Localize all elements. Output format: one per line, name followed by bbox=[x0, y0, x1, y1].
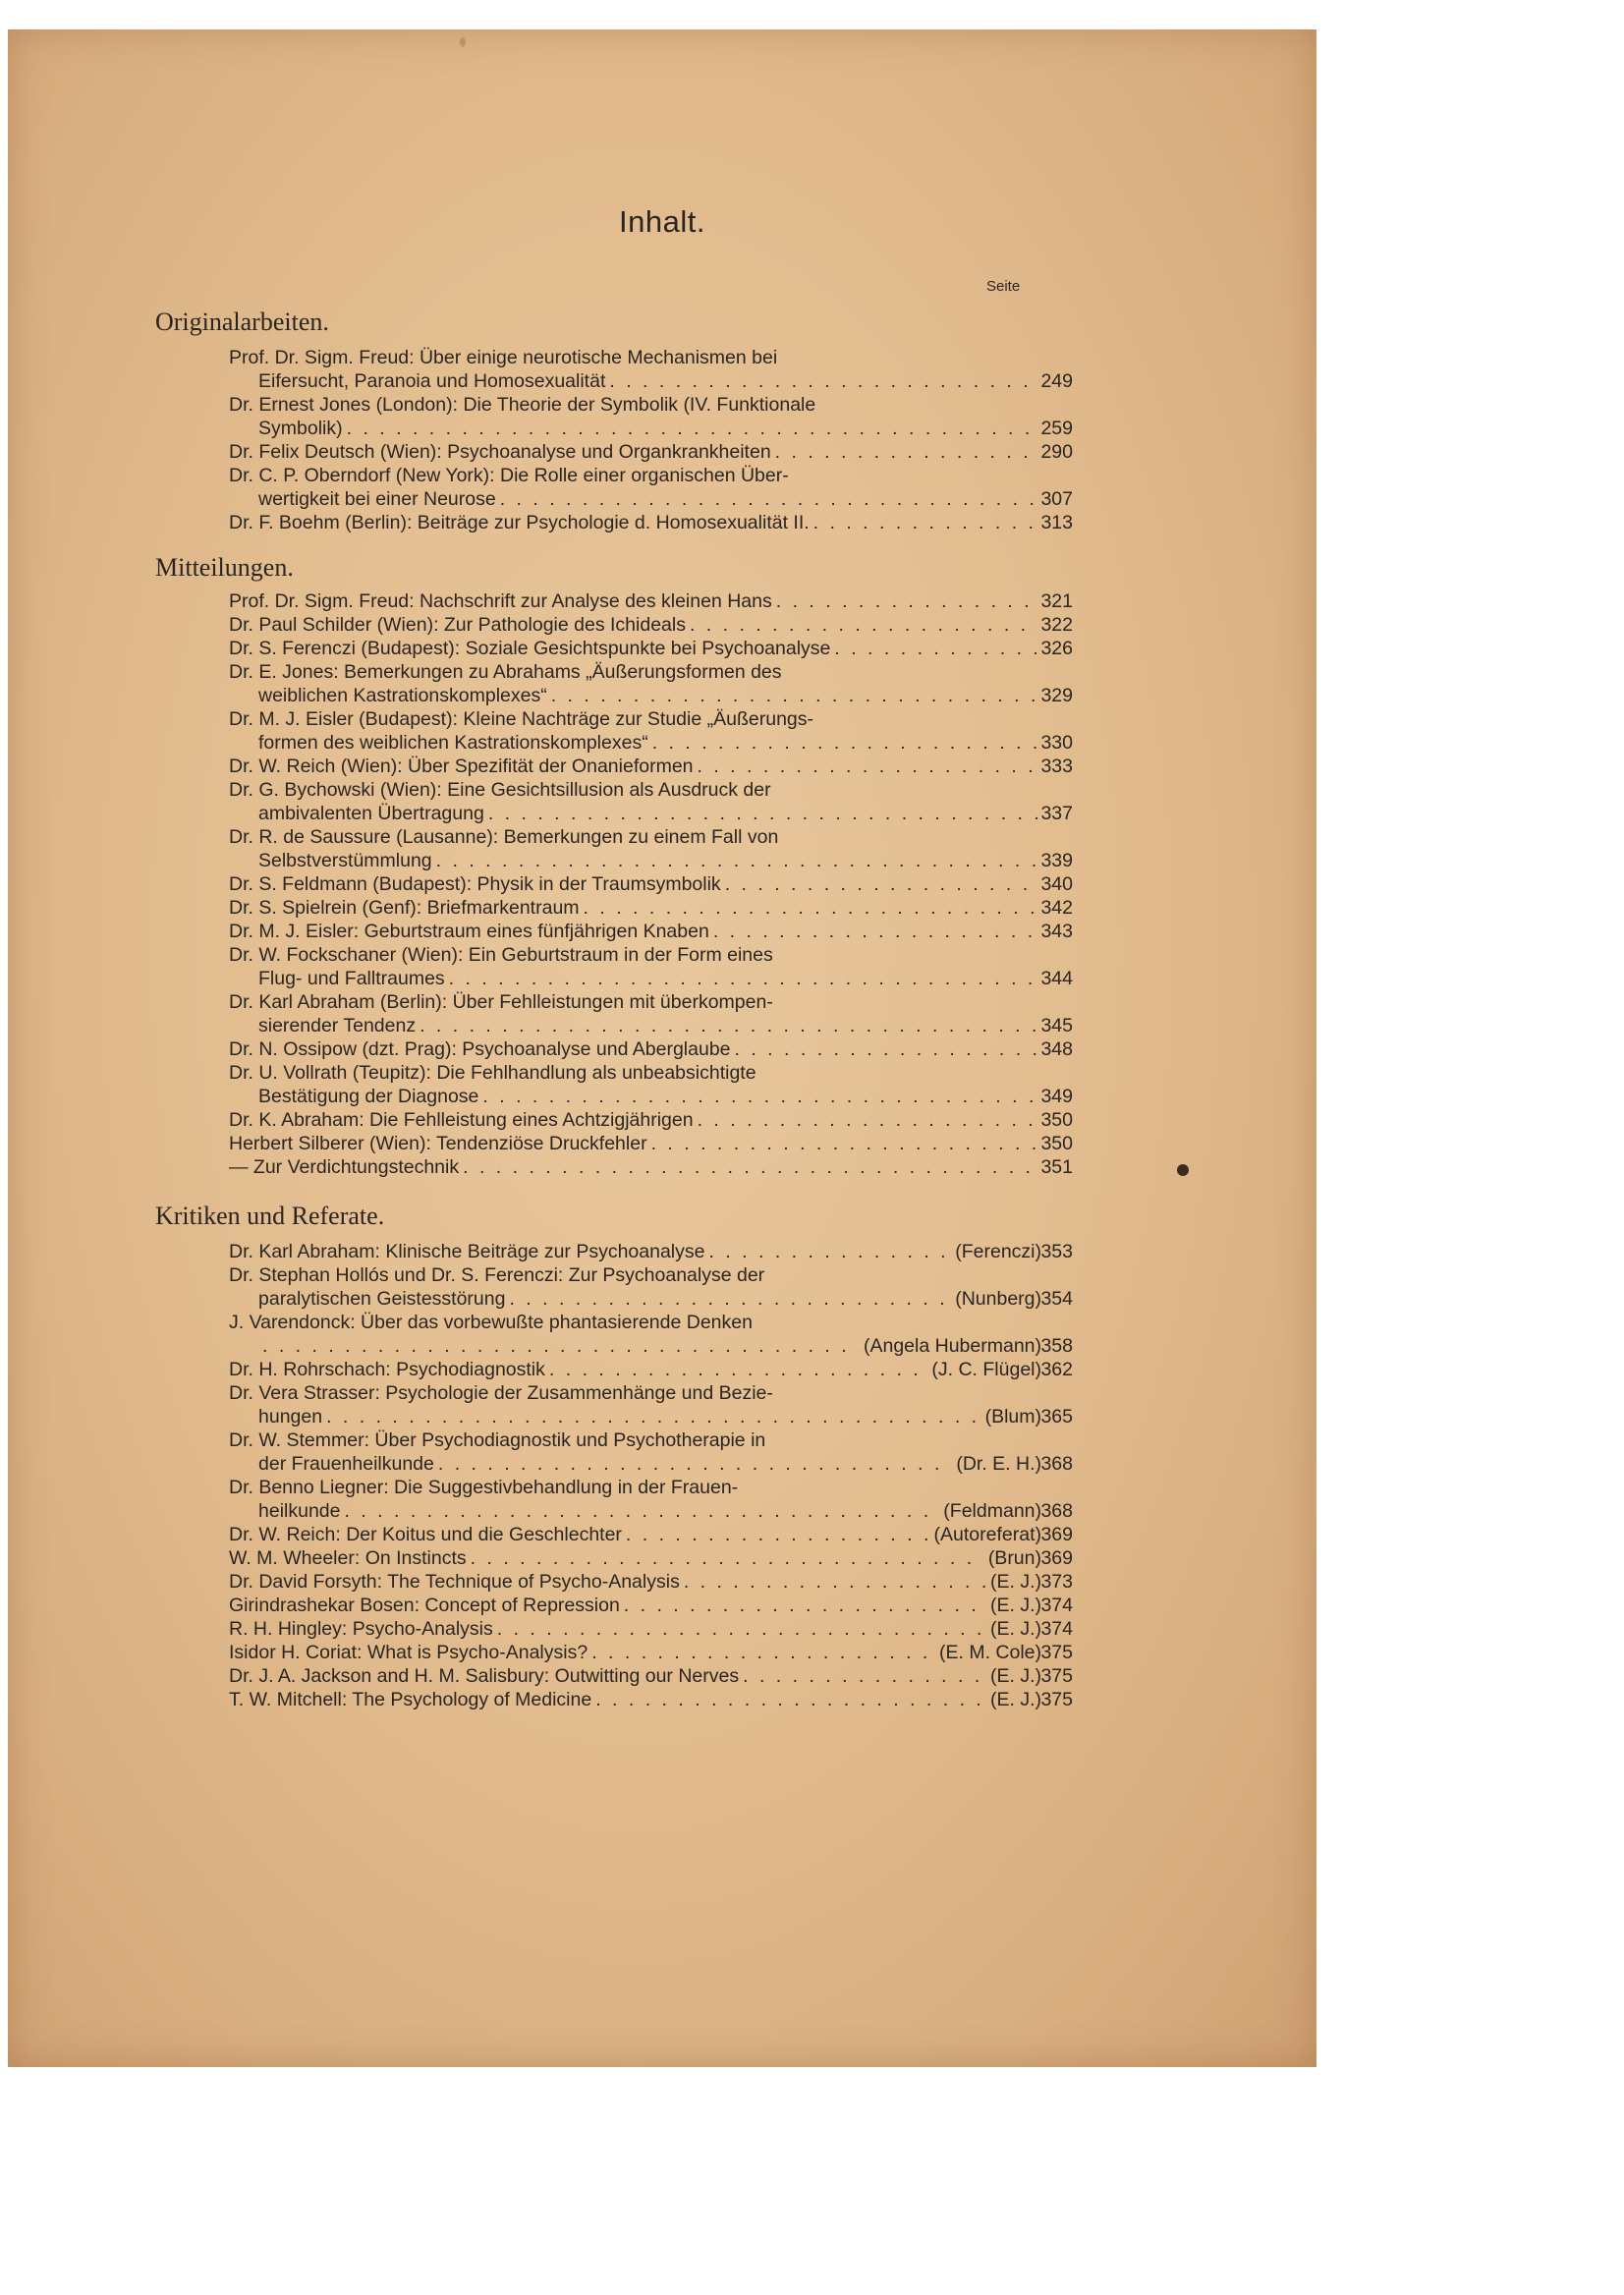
dot-leader bbox=[735, 1037, 1037, 1061]
toc-entry-text: heilkunde bbox=[258, 1500, 341, 1522]
toc-entry-reviewer: (E. J.) bbox=[990, 1618, 1041, 1640]
toc-entry-text: Dr. David Forsyth: The Technique of Psycho-Analysis bbox=[229, 1571, 680, 1593]
toc-entry-text: Dr. W. Fockschaner (Wien): Ein Geburtstraum in der Form eines bbox=[229, 944, 773, 966]
toc-entry-line bbox=[229, 990, 1041, 1014]
toc-entry-page-number: 290 bbox=[1040, 441, 1073, 463]
toc-entry-text: ambivalenten Übertragung bbox=[258, 803, 484, 824]
dot-leader bbox=[584, 896, 1037, 920]
dot-leader bbox=[743, 1664, 986, 1688]
toc-entry-reviewer: (Brun) bbox=[987, 1547, 1041, 1569]
toc-entry-text: Dr. N. Ossipow (dzt. Prag): Psychoanalyse und Aberglaube bbox=[229, 1038, 731, 1060]
toc-entry-text: weiblichen Kastrationskomplexes“ bbox=[258, 685, 547, 706]
toc-entry-text: Dr. Ernest Jones (London): Die Theorie der Symbolik (IV. Funktionale bbox=[229, 394, 816, 416]
toc-entry bbox=[229, 440, 1073, 464]
toc-entry-page-number: 307 bbox=[1040, 488, 1073, 510]
toc-entry-text: J. Varendonck: Über das vorbewußte phantasierende Denken bbox=[229, 1312, 753, 1333]
toc-entry bbox=[229, 1311, 1073, 1358]
toc-entry-line bbox=[229, 1014, 1041, 1037]
toc-entry-text: hungen bbox=[258, 1406, 323, 1427]
toc-entry-text: R. H. Hingley: Psycho-Analysis bbox=[229, 1618, 493, 1640]
dot-leader bbox=[549, 1358, 927, 1381]
toc-entry-line bbox=[229, 967, 1041, 990]
toc-entry-text: Dr. E. Jones: Bemerkungen zu Abrahams „Äußerungsformen des bbox=[229, 661, 782, 683]
dot-leader bbox=[436, 849, 1037, 872]
toc-entry-reviewer: (J. C. Flügel) bbox=[931, 1359, 1041, 1380]
toc-entry bbox=[229, 872, 1073, 896]
toc-entry-text: sierender Tendenz bbox=[258, 1015, 417, 1036]
toc-entry-text: Dr. Karl Abraham: Klinische Beiträge zur Psychoanalyse bbox=[229, 1241, 705, 1262]
toc-entry-text: Prof. Dr. Sigm. Freud: Nachschrift zur Analyse des kleinen Hans bbox=[229, 590, 772, 612]
dot-leader bbox=[551, 684, 1037, 707]
toc-entry bbox=[229, 393, 1073, 440]
toc-entry-text: Dr. C. P. Oberndorf (New York): Die Rolle einer organischen Über- bbox=[229, 465, 789, 486]
toc-entry bbox=[229, 1688, 1073, 1711]
toc-entry-line bbox=[229, 1688, 1041, 1711]
toc-entry-line bbox=[229, 802, 1041, 825]
toc-entry-line bbox=[229, 1334, 1041, 1358]
toc-entry-page-number: 340 bbox=[1040, 873, 1073, 895]
toc-entry-page-number: 368 bbox=[1040, 1453, 1073, 1475]
toc-entry bbox=[229, 1523, 1073, 1546]
toc-entry-line bbox=[229, 369, 1041, 393]
dot-leader bbox=[609, 369, 1037, 393]
toc-entry-line bbox=[229, 440, 1041, 464]
toc-entry-text: — Zur Verdichtungstechnik bbox=[229, 1156, 460, 1178]
dot-leader bbox=[624, 1594, 986, 1617]
dot-leader bbox=[438, 1452, 952, 1476]
toc-entry-line bbox=[229, 943, 1041, 967]
toc-entry bbox=[229, 707, 1073, 755]
toc-entry-line bbox=[229, 417, 1041, 440]
page-title: Inhalt. bbox=[619, 204, 705, 239]
dot-leader bbox=[591, 1641, 935, 1664]
toc-entry-text: Eifersucht, Paranoia und Homosexualität bbox=[258, 370, 606, 392]
toc-entry-text: Dr. H. Rohrschach: Psychodiagnostik bbox=[229, 1359, 545, 1380]
toc-entry-line bbox=[229, 1428, 1041, 1452]
toc-entry-page-number: 342 bbox=[1040, 897, 1073, 919]
toc-entry-page-number: 249 bbox=[1040, 370, 1073, 392]
toc-entry-page-number: 368 bbox=[1040, 1500, 1073, 1522]
toc-entry-page-number: 344 bbox=[1040, 968, 1073, 989]
toc-entry bbox=[229, 1617, 1073, 1641]
dot-leader bbox=[725, 872, 1037, 896]
toc-entry-line bbox=[229, 825, 1041, 849]
toc-entry-line bbox=[229, 1476, 1041, 1499]
toc-entry-page-number: 337 bbox=[1040, 803, 1073, 824]
toc-entry-line bbox=[229, 464, 1041, 487]
toc-list-originalarbeiten bbox=[229, 346, 1073, 534]
toc-entry-page-number: 353 bbox=[1040, 1241, 1073, 1262]
toc-entry-page-number: 374 bbox=[1040, 1595, 1073, 1616]
toc-entry bbox=[229, 1240, 1073, 1263]
toc-entry-line bbox=[229, 1263, 1041, 1287]
toc-entry-line bbox=[229, 1287, 1041, 1311]
toc-entry-text: Dr. Paul Schilder (Wien): Zur Pathologie des Ichideals bbox=[229, 614, 686, 636]
toc-entry bbox=[229, 660, 1073, 707]
toc-entry-text: Dr. K. Abraham: Die Fehlleistung eines Achtzigjährigen bbox=[229, 1109, 694, 1131]
toc-entry-page-number: 351 bbox=[1040, 1156, 1073, 1178]
dot-leader bbox=[347, 417, 1037, 440]
toc-entry-page-number: 326 bbox=[1040, 638, 1073, 659]
toc-entry bbox=[229, 589, 1073, 613]
dot-leader bbox=[463, 1155, 1037, 1179]
toc-entry bbox=[229, 755, 1073, 778]
toc-entry-text: Dr. Stephan Hollós und Dr. S. Ferenczi: Zur Psychoanalyse der bbox=[229, 1264, 765, 1286]
toc-entry-text: Isidor H. Coriat: What is Psycho-Analysis? bbox=[229, 1642, 588, 1663]
dot-leader bbox=[420, 1014, 1037, 1037]
toc-entry-text: Dr. G. Bychowski (Wien): Eine Gesichtsillusion als Ausdruck der bbox=[229, 779, 771, 801]
paper-speck bbox=[460, 37, 466, 47]
dot-leader bbox=[651, 1132, 1037, 1155]
toc-entry-text: Dr. W. Reich (Wien): Über Spezifität der Onanieformen bbox=[229, 756, 694, 777]
toc-entry-line bbox=[229, 1570, 1041, 1594]
toc-entry-line bbox=[229, 660, 1041, 684]
toc-entry bbox=[229, 464, 1073, 511]
toc-entry-text: Flug- und Falltraumes bbox=[258, 968, 445, 989]
toc-entry-text: Dr. J. A. Jackson and H. M. Salisbury: Outwitting our Nerves bbox=[229, 1665, 740, 1687]
dot-leader bbox=[626, 1523, 930, 1546]
toc-entry bbox=[229, 943, 1073, 990]
toc-entry-page-number: 339 bbox=[1040, 850, 1073, 871]
toc-entry bbox=[229, 1594, 1073, 1617]
dot-leader bbox=[344, 1499, 939, 1523]
toc-entry-text: Prof. Dr. Sigm. Freud: Über einige neurotische Mechanismen bei bbox=[229, 347, 778, 368]
toc-entry bbox=[229, 1132, 1073, 1155]
toc-entry-text: Dr. W. Reich: Der Koitus und die Geschlechter bbox=[229, 1524, 622, 1545]
toc-entry bbox=[229, 1381, 1073, 1428]
toc-entry-text: Dr. Vera Strasser: Psychologie der Zusammenhänge und Bezie- bbox=[229, 1382, 773, 1404]
toc-entry-text: Dr. Felix Deutsch (Wien): Psychoanalyse und Organkrankheiten bbox=[229, 441, 771, 463]
toc-entry-page-number: 330 bbox=[1040, 732, 1073, 754]
toc-entry-line bbox=[229, 1132, 1041, 1155]
section-heading-mitteilungen: Mitteilungen. bbox=[155, 553, 294, 582]
toc-entry-line bbox=[229, 684, 1041, 707]
toc-entry-page-number: 345 bbox=[1040, 1015, 1073, 1036]
toc-entry-line bbox=[229, 1037, 1041, 1061]
toc-entry-line bbox=[229, 1085, 1041, 1108]
toc-entry-line bbox=[229, 731, 1041, 755]
toc-entry bbox=[229, 1263, 1073, 1311]
toc-entry bbox=[229, 346, 1073, 393]
toc-entry-line bbox=[229, 1311, 1041, 1334]
toc-entry-line bbox=[229, 1405, 1041, 1428]
toc-entry-page-number: 374 bbox=[1040, 1618, 1073, 1640]
toc-entry-page-number: 375 bbox=[1040, 1642, 1073, 1663]
toc-entry bbox=[229, 825, 1073, 872]
toc-entry-text: paralytischen Geistesstörung bbox=[258, 1288, 506, 1310]
toc-entry-line bbox=[229, 1155, 1041, 1179]
toc-entry-page-number: 375 bbox=[1040, 1665, 1073, 1687]
toc-entry-page-number: 365 bbox=[1040, 1406, 1073, 1427]
dot-leader bbox=[713, 920, 1037, 943]
toc-entry-page-number: 369 bbox=[1040, 1524, 1073, 1545]
toc-entry-reviewer: (E. J.) bbox=[990, 1689, 1041, 1710]
toc-entry-page-number: 259 bbox=[1040, 418, 1073, 439]
toc-entry-page-number: 350 bbox=[1040, 1133, 1073, 1154]
toc-entry-line bbox=[229, 637, 1041, 660]
toc-entry-text: Dr. R. de Saussure (Lausanne): Bemerkungen zu einem Fall von bbox=[229, 826, 779, 848]
toc-entry-text: W. M. Wheeler: On Instincts bbox=[229, 1547, 467, 1569]
toc-entry-text: Dr. U. Vollrath (Teupitz): Die Fehlhandlung als unbeabsichtigte bbox=[229, 1062, 756, 1084]
toc-entry-line bbox=[229, 872, 1041, 896]
dot-leader bbox=[776, 589, 1037, 613]
toc-entry bbox=[229, 1037, 1073, 1061]
dot-leader bbox=[834, 637, 1037, 660]
toc-entry-text: Herbert Silberer (Wien): Tendenziöse Druckfehler bbox=[229, 1133, 647, 1154]
toc-entry-page-number: 358 bbox=[1040, 1335, 1073, 1357]
toc-entry-reviewer: (Dr. E. H.) bbox=[956, 1453, 1041, 1475]
toc-entry bbox=[229, 896, 1073, 920]
toc-entry-page-number: 354 bbox=[1040, 1288, 1073, 1310]
toc-entry-page-number: 321 bbox=[1040, 590, 1073, 612]
toc-entry bbox=[229, 613, 1073, 637]
section-heading-kritiken: Kritiken und Referate. bbox=[155, 1202, 385, 1230]
dot-leader bbox=[652, 731, 1037, 755]
toc-entry bbox=[229, 1108, 1073, 1132]
toc-entry bbox=[229, 1061, 1073, 1108]
toc-entry-page-number: 343 bbox=[1040, 921, 1073, 942]
toc-entry bbox=[229, 1641, 1073, 1664]
dot-leader bbox=[509, 1287, 951, 1311]
toc-entry-text: Dr. S. Spielrein (Genf): Briefmarkentraum bbox=[229, 897, 580, 919]
toc-entry-line bbox=[229, 778, 1041, 802]
toc-entry-line bbox=[229, 511, 1041, 534]
toc-entry-page-number: 348 bbox=[1040, 1038, 1073, 1060]
toc-entry-line bbox=[229, 707, 1041, 731]
section-heading-originalarbeiten: Originalarbeiten. bbox=[155, 308, 329, 336]
toc-entry-page-number: 373 bbox=[1040, 1571, 1073, 1593]
ink-blot bbox=[1177, 1164, 1189, 1176]
dot-leader bbox=[684, 1570, 986, 1594]
toc-entry-page-number: 349 bbox=[1040, 1086, 1073, 1107]
toc-entry-line bbox=[229, 1617, 1041, 1641]
toc-entry bbox=[229, 920, 1073, 943]
toc-entry-reviewer: (E. J.) bbox=[990, 1571, 1041, 1593]
scanned-page bbox=[8, 29, 1316, 2067]
dot-leader bbox=[813, 511, 1037, 534]
toc-entry-page-number: 350 bbox=[1040, 1109, 1073, 1131]
toc-entry-line bbox=[229, 1641, 1041, 1664]
toc-entry-text: Symbolik) bbox=[258, 418, 343, 439]
toc-entry-line bbox=[229, 393, 1041, 417]
toc-entry-text: Dr. M. J. Eisler (Budapest): Kleine Nachträge zur Studie „Äußerungs- bbox=[229, 708, 813, 730]
toc-entry-reviewer: (E. J.) bbox=[990, 1665, 1041, 1687]
toc-entry-page-number: 329 bbox=[1040, 685, 1073, 706]
toc-entry-line bbox=[229, 896, 1041, 920]
toc-entry-reviewer: (Nunberg) bbox=[955, 1288, 1041, 1310]
toc-entry bbox=[229, 637, 1073, 660]
toc-entry-text: Dr. Benno Liegner: Die Suggestivbehandlung in der Frauen- bbox=[229, 1477, 739, 1498]
dot-leader bbox=[500, 487, 1037, 511]
toc-entry-line bbox=[229, 1664, 1041, 1688]
dot-leader bbox=[326, 1405, 981, 1428]
toc-entry-reviewer: (Angela Hubermann) bbox=[863, 1335, 1041, 1357]
toc-entry-text: Dr. M. J. Eisler: Geburtstraum eines fünfjährigen Knaben bbox=[229, 921, 709, 942]
dot-leader bbox=[698, 755, 1037, 778]
toc-entry-reviewer: (E. M. Cole) bbox=[938, 1642, 1041, 1663]
toc-entry-text: Dr. S. Feldmann (Budapest): Physik in der Traumsymbolik bbox=[229, 873, 721, 895]
toc-entry-text: Dr. F. Boehm (Berlin): Beiträge zur Psychologie d. Homosexualität II. bbox=[229, 512, 810, 533]
dot-leader bbox=[595, 1688, 986, 1711]
toc-entry bbox=[229, 1155, 1073, 1179]
toc-entry-page-number: 362 bbox=[1040, 1359, 1073, 1380]
toc-list-mitteilungen bbox=[229, 589, 1073, 1179]
toc-entry-line bbox=[229, 613, 1041, 637]
dot-leader bbox=[698, 1108, 1037, 1132]
dot-leader bbox=[482, 1085, 1037, 1108]
toc-entry-reviewer: (Ferenczi) bbox=[955, 1241, 1041, 1262]
toc-entry-text: Bestätigung der Diagnose bbox=[258, 1086, 479, 1107]
toc-entry bbox=[229, 1570, 1073, 1594]
toc-entry bbox=[229, 1358, 1073, 1381]
toc-entry-page-number: 313 bbox=[1040, 512, 1073, 533]
toc-entry-page-number: 375 bbox=[1040, 1689, 1073, 1710]
toc-entry-reviewer: (E. J.) bbox=[990, 1595, 1041, 1616]
toc-entry-line bbox=[229, 849, 1041, 872]
toc-entry bbox=[229, 1476, 1073, 1523]
toc-entry-line bbox=[229, 346, 1041, 369]
toc-entry-text: Selbstverstümmlung bbox=[258, 850, 432, 871]
toc-entry bbox=[229, 1428, 1073, 1476]
toc-entry-line bbox=[229, 1240, 1041, 1263]
toc-entry-line bbox=[229, 755, 1041, 778]
toc-entry-text: Dr. Karl Abraham (Berlin): Über Fehlleistungen mit überkompen- bbox=[229, 991, 773, 1013]
toc-entry-line bbox=[229, 1358, 1041, 1381]
dot-leader bbox=[775, 440, 1037, 464]
dot-leader bbox=[449, 967, 1037, 990]
toc-entry-line bbox=[229, 487, 1041, 511]
toc-entry bbox=[229, 990, 1073, 1037]
dot-leader bbox=[488, 802, 1037, 825]
toc-entry bbox=[229, 778, 1073, 825]
dot-leader bbox=[262, 1334, 860, 1358]
toc-entry-line bbox=[229, 1108, 1041, 1132]
toc-entry-text: Dr. S. Ferenczi (Budapest): Soziale Gesichtspunkte bei Psychoanalyse bbox=[229, 638, 831, 659]
toc-entry-line bbox=[229, 1546, 1041, 1570]
dot-leader bbox=[497, 1617, 986, 1641]
toc-list-kritiken bbox=[229, 1240, 1073, 1711]
toc-entry bbox=[229, 1664, 1073, 1688]
dot-leader bbox=[708, 1240, 951, 1263]
toc-entry-line bbox=[229, 1452, 1041, 1476]
toc-entry-reviewer: (Blum) bbox=[984, 1406, 1041, 1427]
page-column-label: Seite bbox=[986, 278, 1021, 295]
toc-entry-line bbox=[229, 920, 1041, 943]
toc-entry-line bbox=[229, 1523, 1041, 1546]
toc-entry-page-number: 333 bbox=[1040, 756, 1073, 777]
dot-leader bbox=[690, 613, 1037, 637]
toc-entry-text: Dr. W. Stemmer: Über Psychodiagnostik und Psychotherapie in bbox=[229, 1429, 766, 1451]
toc-entry-line bbox=[229, 589, 1041, 613]
toc-entry-line bbox=[229, 1061, 1041, 1085]
toc-entry-line bbox=[229, 1594, 1041, 1617]
toc-entry-page-number: 322 bbox=[1040, 614, 1073, 636]
toc-entry-line bbox=[229, 1381, 1041, 1405]
toc-entry-text: Girindrashekar Bosen: Concept of Repression bbox=[229, 1595, 620, 1616]
toc-entry-text: wertigkeit bei einer Neurose bbox=[258, 488, 496, 510]
toc-entry-page-number: 369 bbox=[1040, 1547, 1073, 1569]
toc-entry bbox=[229, 1546, 1073, 1570]
toc-entry-line bbox=[229, 1499, 1041, 1523]
toc-entry-text: formen des weiblichen Kastrationskomplexes“ bbox=[258, 732, 648, 754]
toc-entry bbox=[229, 511, 1073, 534]
toc-entry-text: T. W. Mitchell: The Psychology of Medicine bbox=[229, 1689, 592, 1710]
toc-entry-reviewer: (Feldmann) bbox=[943, 1500, 1041, 1522]
dot-leader bbox=[471, 1546, 984, 1570]
toc-entry-text: der Frauenheilkunde bbox=[258, 1453, 434, 1475]
toc-entry-reviewer: (Autoreferat) bbox=[933, 1524, 1041, 1545]
